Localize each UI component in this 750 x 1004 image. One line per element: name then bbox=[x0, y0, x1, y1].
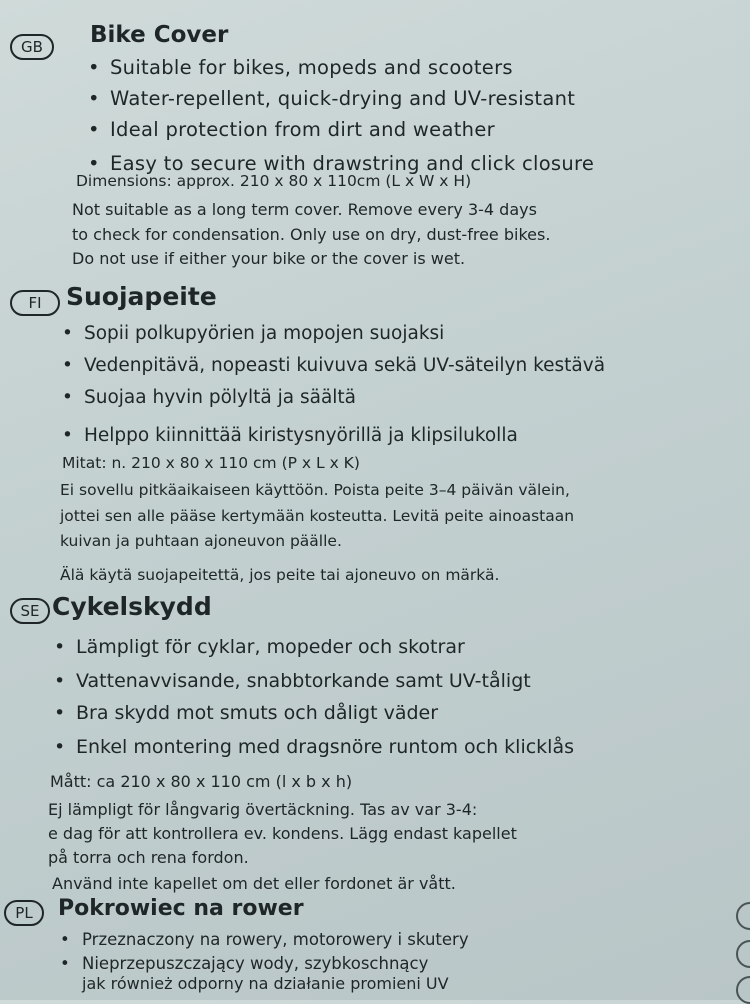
bullet-item: • Suitable for bikes, mopeds and scooters bbox=[88, 52, 594, 83]
note-line: jottei sen alle pääse kertymään kosteutta. Levitä peite ainoastaan bbox=[60, 507, 575, 525]
language-badge-fi: FI bbox=[10, 290, 60, 316]
note-line: e dag för att kontrollera ev. kondens. Lägg endast kapellet bbox=[48, 824, 517, 843]
bullet-item: • Water-repellent, quick-drying and UV-resistant bbox=[88, 83, 594, 114]
bullet-item: • Helppo kiinnittää kiristysnyörillä ja klipsilukolla bbox=[62, 420, 605, 452]
bullet-list-fi bbox=[62, 318, 605, 452]
section-title-se: Cykelskydd bbox=[52, 592, 212, 621]
note-line: to check for condensation. Only use on dry, dust-free bikes. bbox=[72, 225, 551, 244]
note-line: Ej lämpligt för långvarig övertäckning. Tas av var 3-4: bbox=[48, 800, 478, 819]
next-badge-edge bbox=[736, 940, 750, 968]
dimensions-fi: Mitat: n. 210 x 80 x 110 cm (P x L x K) bbox=[62, 454, 360, 472]
bullet-item: • Przeznaczony na rowery, motorowery i skutery bbox=[60, 928, 469, 952]
bullet-item: • Lämpligt för cyklar, mopeder och skotrar bbox=[54, 630, 574, 664]
dimensions-gb: Dimensions: approx. 210 x 80 x 110cm (L x W x H) bbox=[76, 172, 472, 190]
section-title-gb: Bike Cover bbox=[90, 22, 229, 48]
language-badge-pl: PL bbox=[4, 900, 44, 926]
bullet-list-gb bbox=[88, 52, 594, 179]
next-badge-edge bbox=[736, 902, 750, 930]
note-line: Använd inte kapellet om det eller fordonet är vått. bbox=[52, 874, 456, 893]
dimensions-se: Mått: ca 210 x 80 x 110 cm (l x b x h) bbox=[50, 772, 353, 791]
note-line: på torra och rena fordon. bbox=[48, 848, 249, 867]
section-title-pl: Pokrowiec na rower bbox=[58, 896, 304, 921]
bullet-item: • Bra skydd mot smuts och dåligt väder bbox=[54, 696, 574, 730]
bullet-item: • Nieprzepuszczający wody, szybkoschnący bbox=[60, 952, 469, 976]
note-line: Ei sovellu pitkäaikaiseen käyttöön. Poista peite 3–4 päivän välein, bbox=[60, 481, 570, 499]
bullet-continuation: jak również odporny na działanie promieni UV bbox=[82, 974, 449, 993]
bullet-item: • Suojaa hyvin pölyltä ja säältä bbox=[62, 382, 605, 414]
note-line: Älä käytä suojapeitettä, jos peite tai ajoneuvo on märkä. bbox=[60, 566, 500, 584]
bullet-item: • Vedenpitävä, nopeasti kuivuva sekä UV-säteilyn kestävä bbox=[62, 350, 605, 382]
note-line: Not suitable as a long term cover. Remove every 3-4 days bbox=[72, 200, 537, 219]
note-line: Do not use if either your bike or the cover is wet. bbox=[72, 249, 466, 268]
bullet-list-pl bbox=[60, 928, 469, 976]
section-title-fi: Suojapeite bbox=[66, 282, 217, 311]
bullet-item: • Easy to secure with drawstring and click closure bbox=[88, 148, 594, 179]
bullet-item: • Enkel montering med dragsnöre runtom och klicklås bbox=[54, 730, 574, 764]
bullet-list-se bbox=[54, 630, 574, 764]
bullet-item: • Ideal protection from dirt and weather bbox=[88, 114, 594, 145]
note-line: kuivan ja puhtaan ajoneuvon päälle. bbox=[60, 532, 342, 550]
language-badge-se: SE bbox=[10, 598, 50, 624]
language-badge-gb: GB bbox=[10, 34, 54, 60]
bullet-item: • Sopii polkupyörien ja mopojen suojaksi bbox=[62, 318, 605, 350]
bullet-item: • Vattenavvisande, snabbtorkande samt UV-tåligt bbox=[54, 664, 574, 698]
